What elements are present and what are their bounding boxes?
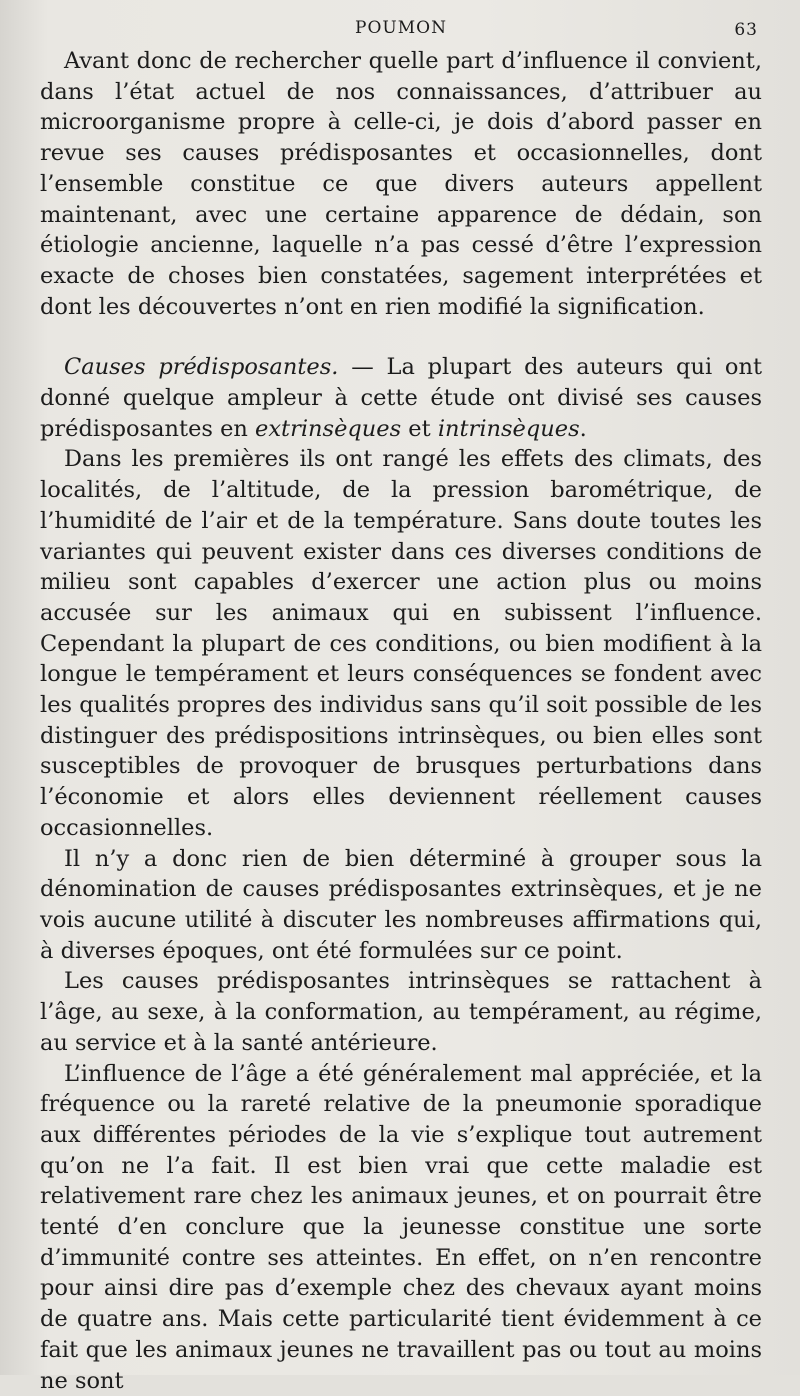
section-gap (40, 322, 762, 352)
term-intrinseques: intrinsèques (438, 416, 580, 442)
body-text (40, 46, 762, 1396)
running-title: POUMON (40, 18, 762, 38)
paragraph-text: La plupart des auteurs qui ont donné quelque ampleur à cette étude ont divisé ses causes prédisposantes en (40, 354, 762, 441)
paragraph-age: L’influence de l’âge a été généralement mal appréciée, et la fréquence ou la rareté relative de la pneumonie sporadique aux différentes périodes de la vie s’explique tout autrement qu’on ne l’a fait. Il est bien vrai que cette maladie est relativement rare chez les animaux jeunes, et on pourrait être tenté d’en conclure que la jeunesse constitue une sorte d’immunité contre ses atteintes. En effet, on n’en rencontre pour ainsi dire pas d’exemple chez des chevaux ayant moins de quatre ans. Mais cette particularité tient évidemment à ce fait que les animaux jeunes ne travaillent pas ou tout au moins ne sont (40, 1059, 762, 1396)
term-extrinseques: extrinsèques (255, 416, 401, 442)
paragraph-conclusion-extrinsic: Il n’y a donc rien de bien déterminé à grouper sous la dénomination de causes prédisposantes extrinsèques, et je ne vois aucune utilité à discuter les nombreuses affirmations qui, à diverses époques, ont été formulées sur ce point. (40, 844, 762, 967)
running-head (40, 16, 762, 46)
heading-dash: — (338, 354, 386, 380)
paragraph-intro: Avant donc de rechercher quelle part d’influence il convient, dans l’état actuel de nos connaissances, d’attribuer au microorganisme propre à celle-ci, je dois d’abord passer en revue ses causes prédisposantes et occasionnelles, dont l’ensemble constitue ce que divers auteurs appellent maintenant, avec une certaine apparence de dédain, son étiologie ancienne, laquelle n’a pas cessé d’être l’expression exacte de choses bien constatées, sagement interprétées et dont les découvertes n’ont en rien modifié la signification. (40, 46, 762, 322)
paragraph-text: . (580, 416, 587, 442)
section-heading: Causes prédisposantes. (64, 354, 338, 380)
paragraph-extrinsic: Dans les premières ils ont rangé les effets des climats, des localités, de l’altitude, de la pression barométrique, de l’humidité de l’air et de la température. Sans doute toutes les variantes qui peuvent exister dans ces diverses conditions de milieu sont capables d’exercer une action plus ou moins accusée sur les animaux qui en subissent l’influence. Cependant la plupart de ces conditions, ou bien modifient à la longue le tempérament et leurs conséquences se fondent avec les qualités propres des individus sans qu’il soit possible de les distinguer des prédispositions intrinsèques, ou bien elles sont susceptibles de provoquer de brusques perturbations dans l’économie et alors elles deviennent réellement causes occasionnelles. (40, 444, 762, 843)
paragraph-causes-predisposantes (40, 352, 762, 444)
paragraph-intrinsic: Les causes prédisposantes intrinsèques se rattachent à l’âge, au sexe, à la conformation, au tempérament, au régime, au service et à la santé antérieure. (40, 966, 762, 1058)
page-number: 63 (734, 20, 758, 40)
paragraph-text: et (401, 416, 438, 442)
